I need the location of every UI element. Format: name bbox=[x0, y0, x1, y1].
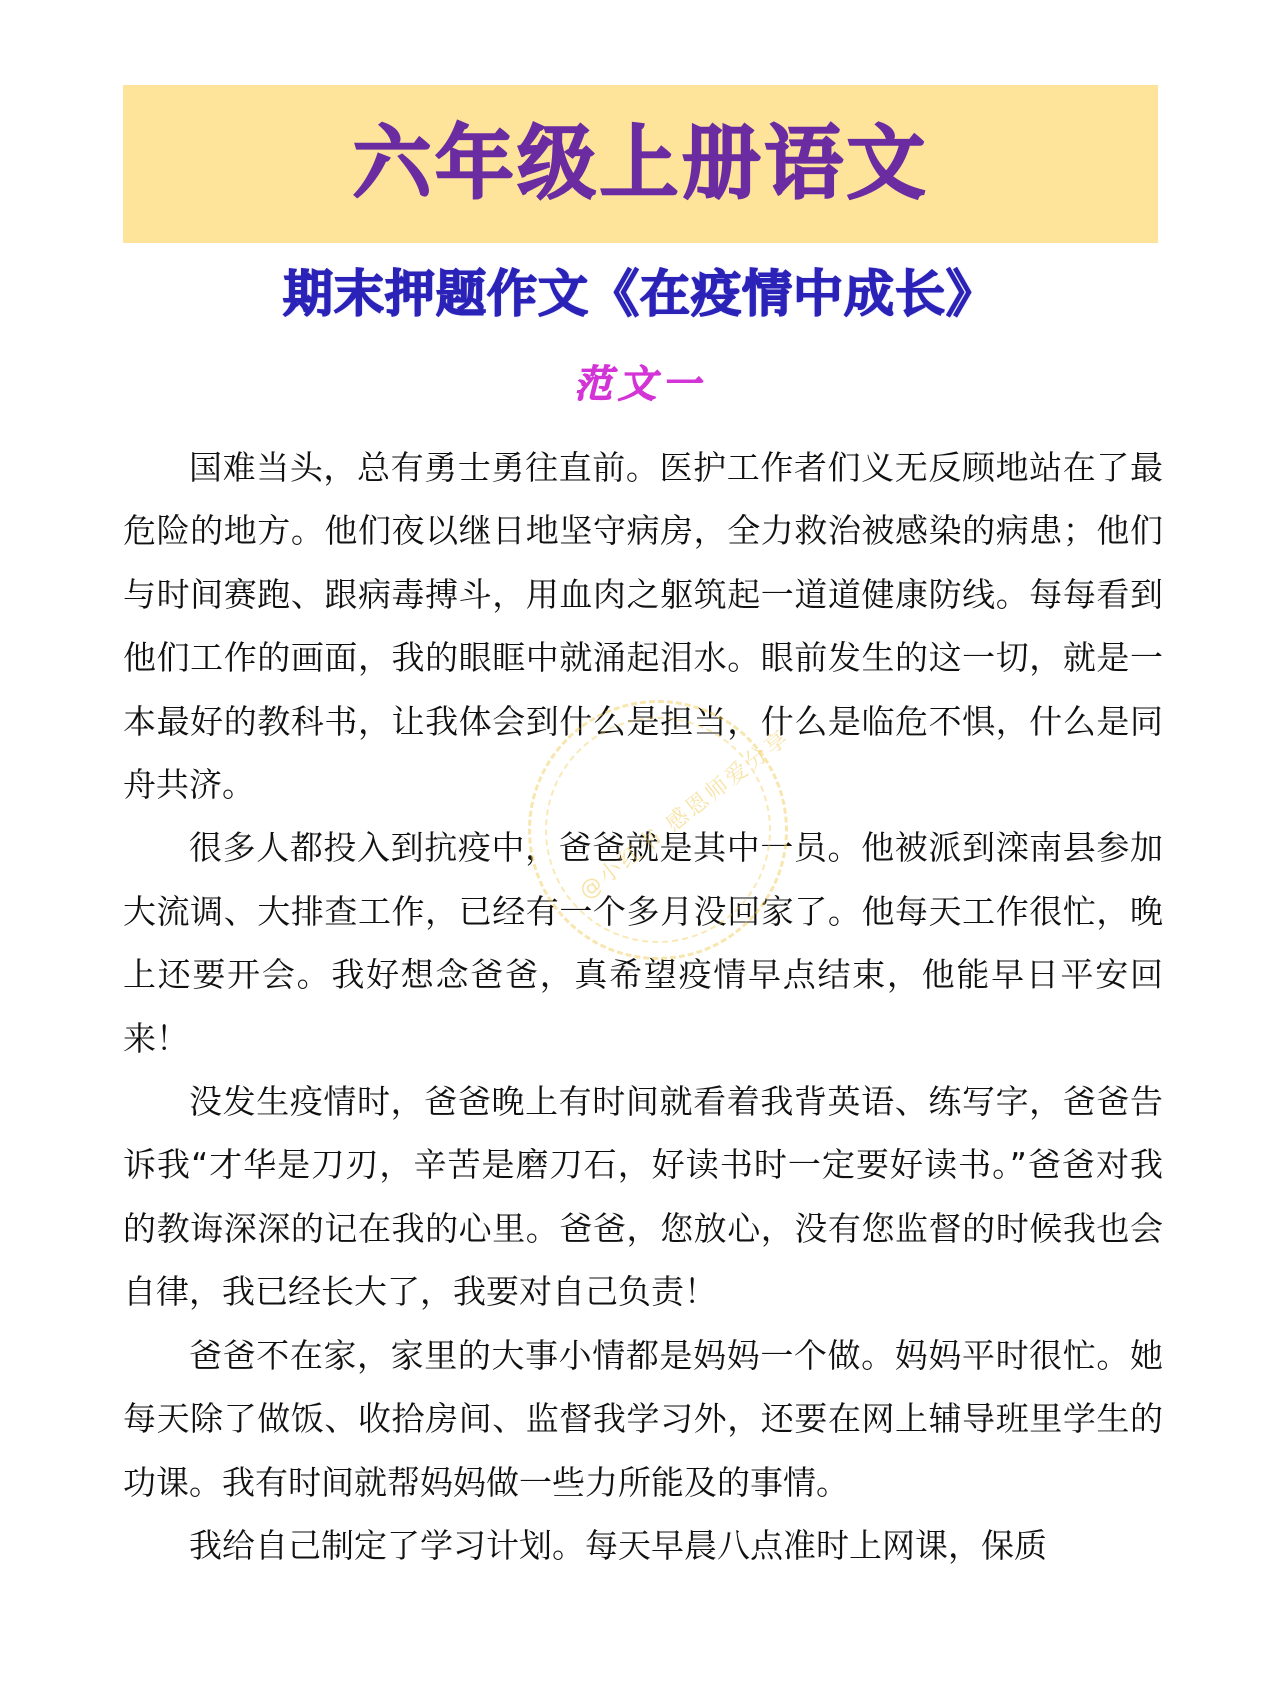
watermark-text: @小红书 感恩师爱分享 bbox=[574, 724, 796, 905]
essay-paragraph: 没发生疫情时，爸爸晚上有时间就看着我背英语、练写字，爸爸告诉我“才华是刀刃，辛苦是磨刀石，好读书时一定要好读书。”爸爸对我的教诲深深的记在我的心里。爸爸，您放心，没有您监督的时候我也会自律，我已经长大了，我要对自己负责！ bbox=[123, 1082, 1163, 1312]
essay-paragraph: 我给自己制定了学习计划。每天早晨八点准时上网课，保质 bbox=[189, 1525, 1047, 1565]
essay-paragraph: 爸爸不在家，家里的大事小情都是妈妈一个做。妈妈平时很忙。她每天除了做饭、收拾房间、监督我学习外，还要在网上辅导班里学生的功课。我有时间就帮妈妈做一些力所能及的事情。 bbox=[123, 1335, 1163, 1502]
page-title: 六年级上册语文 bbox=[352, 117, 929, 210]
essay-body bbox=[123, 436, 1163, 1577]
title-banner bbox=[123, 85, 1158, 243]
essay-paragraph: 国难当头，总有勇士勇往直前。医护工作者们义无反顾地站在了最危险的地方。他们夜以继日地坚守病房，全力救治被感染的病患；他们与时间赛跑、跟病毒搏斗，用血肉之躯筑起一道道健康防线。每每看到他们工作的画面，我的眼眶中就涌起泪水。眼前发生的这一切，就是一本最好的教科书，让我体会到什么是担当，什么是临危不惧，什么是同舟共济。 bbox=[123, 448, 1163, 805]
essay-subtitle: 期末押题作文《在疫情中成长》 bbox=[283, 265, 997, 323]
essay-paragraph: 很多人都投入到抗疫中，爸爸就是其中一员。他被派到滦南县参加大流调、大排查工作，已经有一个多月没回家了。他每天工作很忙，晚上还要开会。我好想念爸爸，真希望疫情早点结束，他能早日平安回来！ bbox=[123, 828, 1163, 1058]
section-label: 范文一 bbox=[573, 361, 706, 406]
